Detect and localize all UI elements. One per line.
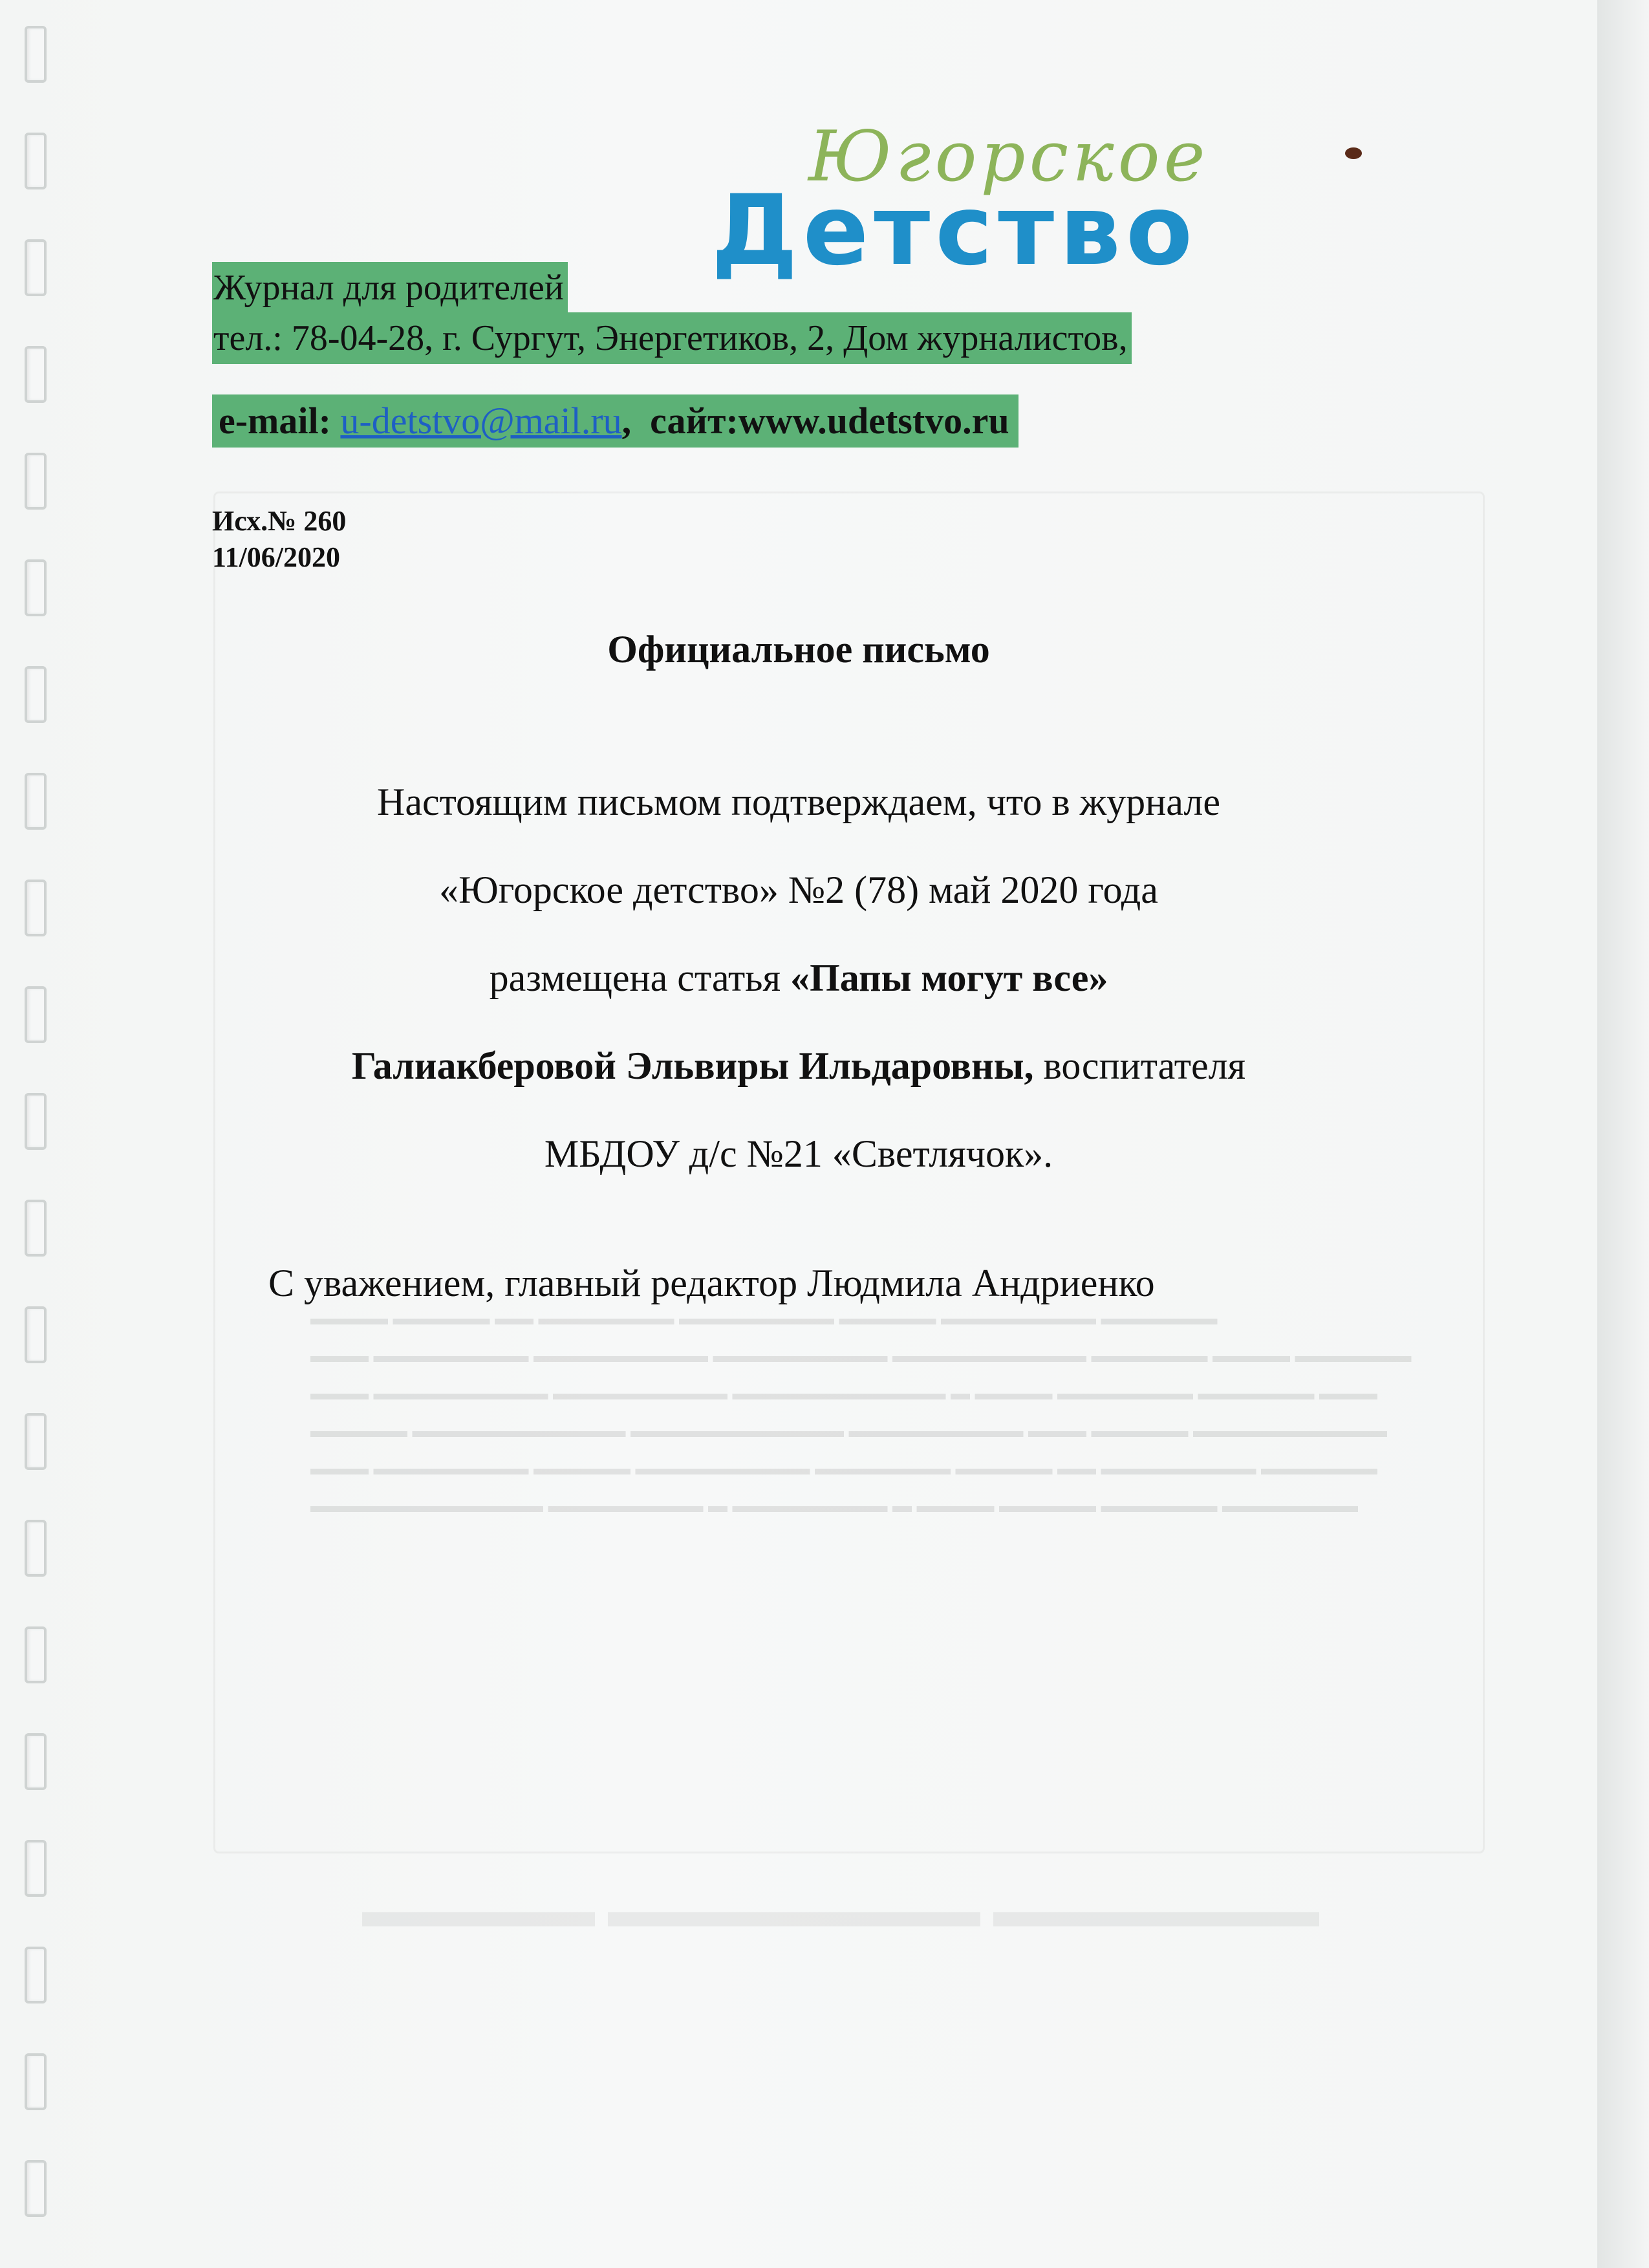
- logo-top-text: Югорское: [808, 116, 1209, 197]
- email-site-line: [212, 394, 1018, 448]
- body-line: МБДОУ д/с №21 «Светлячок».: [544, 1132, 1053, 1175]
- contacts-line: тел.: 78-04-28, г. Сургут, Энергетиков, 2, Дом журналистов,: [212, 312, 1132, 364]
- punch-hole: [25, 773, 47, 830]
- separator: ,: [621, 400, 632, 442]
- ink-spot: [1345, 147, 1362, 159]
- reverse-side-bleed-heading: ▬▬▬▬▬ ▬▬▬▬▬▬▬▬ ▬▬▬▬▬▬▬: [362, 1902, 1320, 1954]
- punch-hole: [25, 2160, 47, 2217]
- site-text: сайт:www.udetstvo.ru: [650, 400, 1009, 442]
- punch-hole: [25, 880, 47, 936]
- punch-hole: [25, 26, 47, 83]
- punch-hole: [25, 1413, 47, 1470]
- punch-hole: [25, 239, 47, 296]
- author-name: Галиакберовой Эльвиры Ильдаровны,: [351, 1044, 1034, 1087]
- page-edge: [1597, 0, 1649, 2268]
- punch-hole: [25, 559, 47, 616]
- body-line: «Югорское детство» №2 (78) май 2020 года: [439, 869, 1158, 911]
- punch-hole: [25, 1626, 47, 1683]
- punch-hole: [25, 1947, 47, 2003]
- reverse-side-bleed-text: ▬▬▬▬ ▬▬▬▬▬ ▬▬ ▬▬▬▬▬▬▬ ▬▬▬▬▬▬▬▬ ▬▬▬▬▬ ▬▬▬▬▬▬▬▬ ▬▬▬▬▬▬ ▬▬▬ ▬▬▬▬▬▬▬▬ ▬▬▬▬▬▬▬▬▬ ▬▬▬▬▬▬▬▬▬ ▬▬▬▬▬▬▬▬▬▬ ▬▬▬▬▬▬ ▬▬▬▬ ▬▬▬▬▬▬ ▬▬▬ ▬▬▬▬▬▬▬▬▬ ▬▬▬▬▬▬▬▬▬ ▬▬▬▬▬▬▬▬▬▬▬ ▬ ▬▬▬▬ ▬▬▬▬▬▬▬ ▬▬▬▬▬▬ ▬▬▬ ▬▬▬▬▬ ▬▬▬▬▬▬▬▬▬▬▬ ▬▬▬▬▬▬▬▬▬▬▬ ▬▬▬▬▬▬▬▬▬ ▬▬▬ ▬▬▬▬▬ ▬▬▬▬▬▬▬▬▬▬ ▬▬▬ ▬▬▬▬▬▬▬▬ ▬▬▬▬▬ ▬▬▬▬▬▬▬▬▬ ▬▬▬▬▬▬▬ ▬▬▬▬▬ ▬▬ ▬▬▬▬▬▬▬▬ ▬▬▬▬▬▬ ▬▬▬▬▬▬▬▬▬▬▬▬ ▬▬▬▬▬▬▬▬ ▬ ▬▬▬▬▬▬▬▬ ▬ ▬▬▬▬ ▬▬▬▬▬ ▬▬▬▬▬▬ ▬▬▬▬▬▬▬: [310, 1308, 1412, 1517]
- body-line: [155, 1033, 1442, 1121]
- body-text: размещена статья: [489, 956, 781, 999]
- email-link[interactable]: u-detstvo@mail.ru: [340, 400, 622, 442]
- punch-hole: [25, 133, 47, 189]
- punch-hole: [25, 453, 47, 510]
- reference-date: 11/06/2020: [212, 541, 341, 573]
- author-position: воспитателя: [1043, 1044, 1246, 1087]
- punch-hole: [25, 1306, 47, 1363]
- reference-number: Исх.№ 260: [212, 505, 347, 537]
- punch-hole: [25, 986, 47, 1043]
- punch-hole: [25, 346, 47, 403]
- journal-line: Журнал для родителей: [212, 262, 568, 314]
- logo-main-text: Детство: [711, 175, 1198, 287]
- punch-hole: [25, 1200, 47, 1257]
- article-title: «Папы могут все»: [790, 956, 1108, 999]
- letter-title: Официальное письмо: [607, 628, 990, 671]
- punch-hole: [25, 1520, 47, 1577]
- punch-hole: [25, 666, 47, 723]
- punch-hole: [25, 1840, 47, 1897]
- body-line: [155, 945, 1442, 1033]
- email-label: e-mail:: [219, 400, 331, 442]
- punch-hole: [25, 1093, 47, 1150]
- outgoing-reference: [212, 503, 346, 576]
- binder-holes: [25, 26, 63, 2263]
- punch-hole: [25, 1733, 47, 1790]
- body-line: Настоящим письмом подтверждаем, что в журнале: [377, 781, 1220, 823]
- letter-body: [155, 770, 1442, 1209]
- magazine-logo: [711, 116, 1332, 291]
- signature-line: С уважением, главный редактор Людмила Андриенко: [268, 1262, 1155, 1304]
- punch-hole: [25, 2053, 47, 2110]
